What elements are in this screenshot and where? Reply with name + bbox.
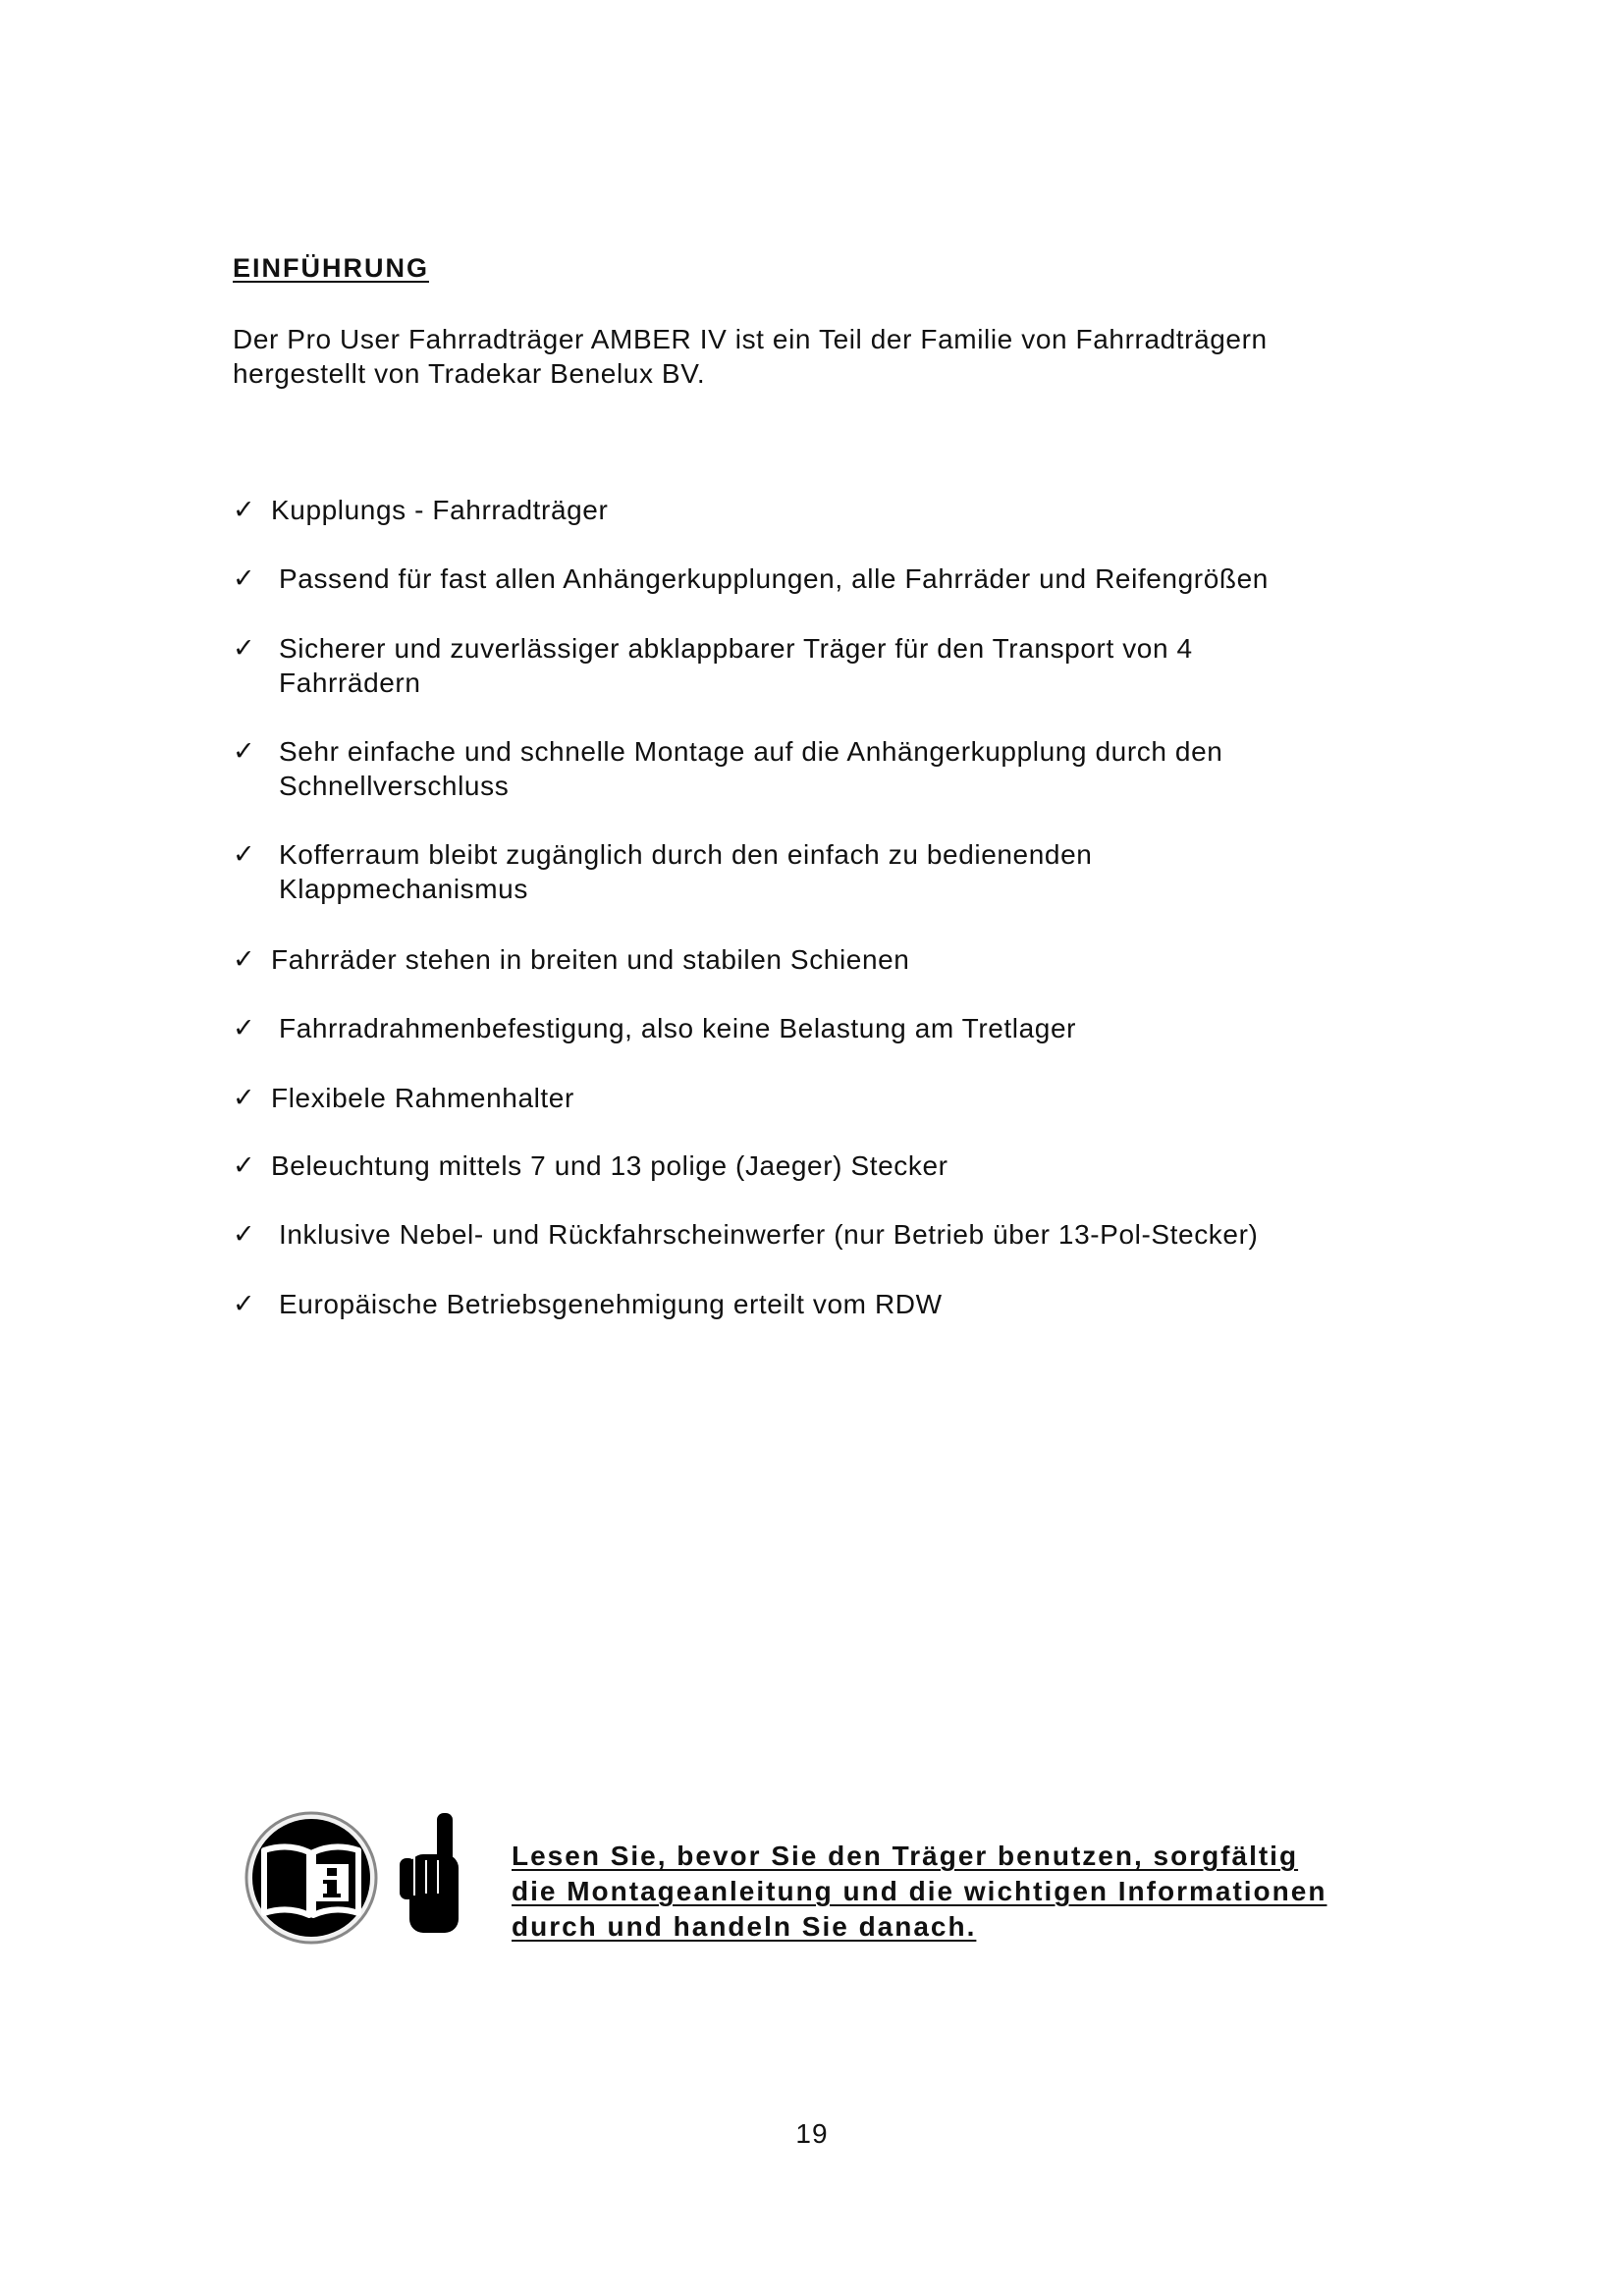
feature-item: [233, 1081, 1411, 1115]
feature-item: [233, 561, 1411, 596]
checkmark-icon: ✓: [233, 1289, 256, 1318]
intro-paragraph: [233, 322, 1411, 391]
safety-notice: [244, 1809, 1423, 1956]
feature-text: Sicherer und zuverlässiger abklappbarer Träger für den Transport von 4: [279, 633, 1193, 664]
feature-text: Sehr einfache und schnelle Montage auf die Anhängerkupplung durch den: [279, 736, 1223, 767]
feature-text: Fahrräder stehen in breiten und stabilen Schienen: [271, 944, 910, 975]
feature-text: Passend für fast allen Anhängerkupplungen, alle Fahrräder und Reifengrößen: [279, 563, 1269, 594]
checkmark-icon: ✓: [233, 839, 256, 869]
intro-line: hergestellt von Tradekar Benelux BV.: [233, 358, 706, 389]
notice-line: die Montageanleitung und die wichtigen Informationen: [512, 1876, 1327, 1906]
notice-text: [512, 1839, 1435, 1945]
manual-info-icon: [244, 1809, 378, 1947]
page-number: 19: [795, 2118, 829, 2149]
checkmark-icon: ✓: [233, 944, 256, 974]
feature-text-continuation: Klappmechanismus: [279, 874, 528, 904]
notice-line: Lesen Sie, bevor Sie den Träger benutzen, sorgfältig: [512, 1841, 1299, 1871]
feature-text: Fahrradrahmenbefestigung, also keine Belastung am Tretlager: [279, 1013, 1077, 1043]
feature-item: [233, 631, 1411, 700]
feature-text: Beleuchtung mittels 7 und 13 polige (Jaeger) Stecker: [271, 1150, 948, 1181]
pointing-finger-icon: [392, 1811, 468, 1939]
feature-text: Flexibele Rahmenhalter: [271, 1083, 574, 1113]
feature-item: [233, 1148, 1411, 1183]
checkmark-icon: ✓: [233, 736, 256, 766]
checkmark-icon: ✓: [233, 1150, 256, 1180]
feature-item: [233, 1011, 1411, 1045]
feature-item: [233, 942, 1411, 977]
feature-text: Inklusive Nebel- und Rückfahrscheinwerfer (nur Betrieb über 13-Pol-Stecker): [279, 1219, 1259, 1250]
feature-item: [233, 1287, 1411, 1321]
checkmark-icon: ✓: [233, 495, 256, 524]
feature-item: [233, 734, 1411, 803]
section-heading: EINFÜHRUNG: [233, 253, 429, 283]
checkmark-icon: ✓: [233, 563, 256, 593]
feature-text: Kofferraum bleibt zugänglich durch den einfach zu bedienenden: [279, 839, 1093, 870]
feature-text-continuation: Fahrrädern: [279, 667, 421, 698]
feature-item: [233, 837, 1411, 906]
intro-line: Der Pro User Fahrradträger AMBER IV ist ein Teil der Familie von Fahrradträgern: [233, 324, 1268, 354]
feature-text: Europäische Betriebsgenehmigung erteilt vom RDW: [279, 1289, 943, 1319]
feature-item: [233, 1217, 1411, 1252]
feature-text-continuation: Schnellverschluss: [279, 771, 510, 801]
checkmark-icon: ✓: [233, 1013, 256, 1042]
notice-line: durch und handeln Sie danach.: [512, 1911, 977, 1942]
feature-item: [233, 493, 1411, 527]
checkmark-icon: ✓: [233, 1083, 256, 1112]
checkmark-icon: ✓: [233, 633, 256, 663]
checkmark-icon: ✓: [233, 1219, 256, 1249]
feature-text: Kupplungs - Fahrradträger: [271, 495, 609, 525]
